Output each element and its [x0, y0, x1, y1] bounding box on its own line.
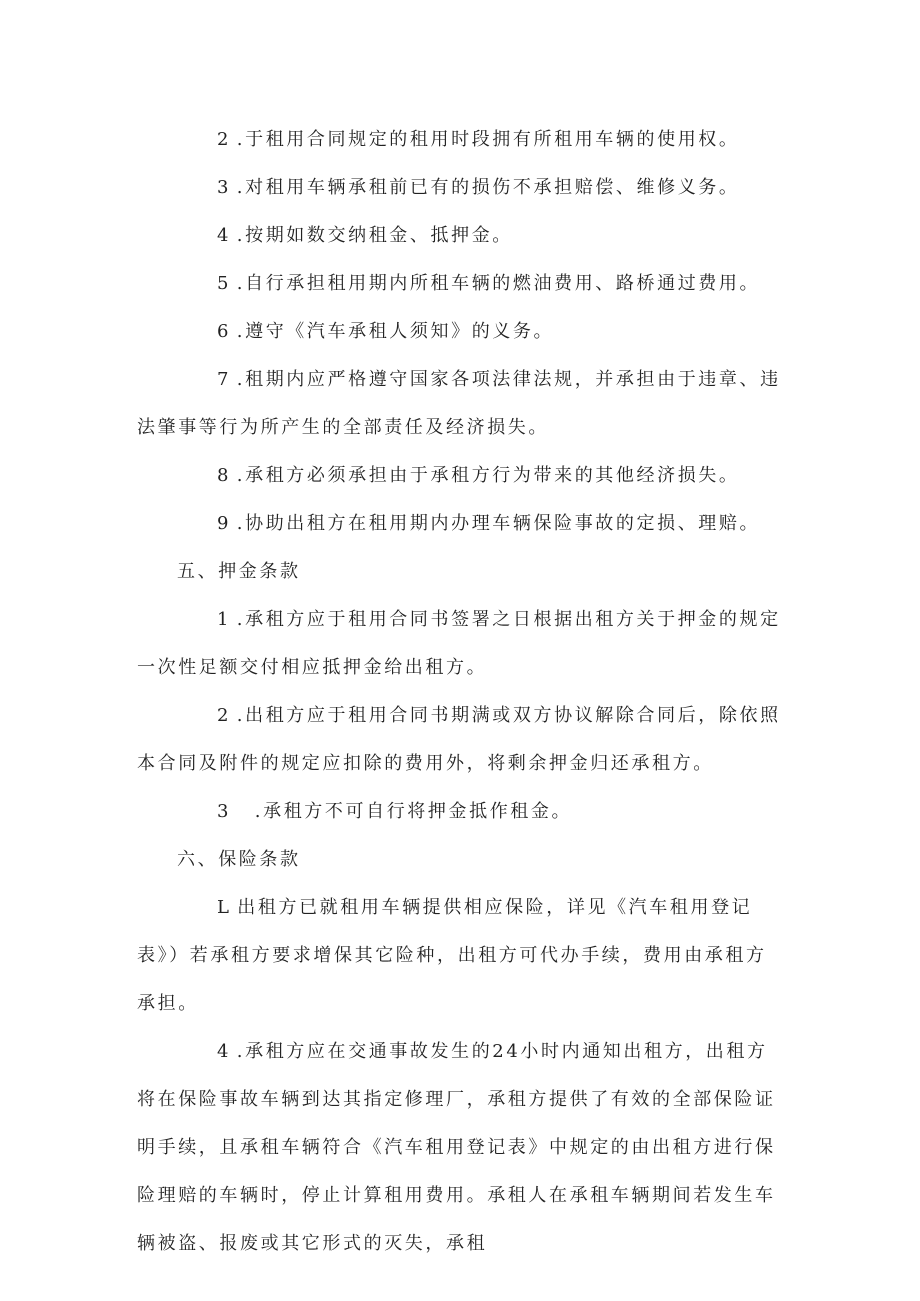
- clause-lessee-4: [137, 212, 787, 260]
- clause-number: 5: [217, 273, 229, 294]
- clause-text: 出租方已就租用车辆提供相应保险，详见《汽车租用登记表》）若承租方要求增保其它险种，出租方可代办手续，费用由承租方承担。: [137, 897, 767, 1014]
- clause-deposit-2: [137, 692, 787, 788]
- clause-number: 2: [217, 129, 229, 150]
- document-page: [137, 116, 787, 1268]
- clause-number: 1: [217, 609, 229, 630]
- clause-lessee-5: [137, 260, 787, 308]
- clause-number: 3: [217, 801, 229, 822]
- section-heading-deposit: 五、押金条款: [177, 561, 301, 582]
- clause-number: 9: [217, 513, 229, 534]
- clause-deposit-1: [137, 596, 787, 692]
- clause-text: .出租方应于租用合同书期满或双方协议解除合同后，除依照本合同及附件的规定应扣除的费用外，将剩余押金归还承租方。: [137, 705, 781, 774]
- clause-text: .租期内应严格遵守国家各项法律法规，并承担由于违章、违法肇事等行为所产生的全部责任及经济损失。: [137, 369, 781, 438]
- clause-lessee-2: [137, 116, 787, 164]
- clause-text: .遵守《汽车承租人须知》的义务。: [236, 321, 555, 342]
- clause-text: .对租用车辆承租前已有的损伤不承担赔偿、维修义务。: [236, 177, 740, 198]
- clause-text: .承租方必须承担由于承租方行为带来的其他经济损失。: [236, 465, 740, 486]
- clause-number: 3: [217, 177, 229, 198]
- clause-lessee-6: [137, 308, 787, 356]
- clause-number: L: [217, 897, 229, 918]
- clause-text: .协助出租方在租用期内办理车辆保险事故的定损、理赔。: [236, 513, 761, 534]
- clause-insurance-1: [137, 884, 787, 1028]
- clause-text: .承租方不可自行将押金抵作租金。: [254, 801, 573, 822]
- clause-text: .承租方应于租用合同书签署之日根据出租方关于押金的规定一次性足额交付相应抵押金给出租方。: [137, 609, 781, 678]
- clause-number: 2: [217, 705, 229, 726]
- clause-number: 4: [217, 1041, 229, 1062]
- clause-number: 7: [217, 369, 229, 390]
- clause-deposit-3: [137, 788, 787, 836]
- clause-text: .承租方应在交通事故发生的24小时内通知出租方，出租方将在保险事故车辆到达其指定修理厂，承租方提供了有效的全部保险证明手续，且承租车辆符合《汽车租用登记表》中规定的由出租方进行保险理赔的车辆时，停止计算租用费用。承租人在承租车辆期间若发生车辆被盗、报废或其它形式的灭失，承租: [137, 1041, 776, 1254]
- clause-text: .于租用合同规定的租用时段拥有所租用车辆的使用权。: [236, 129, 740, 150]
- clause-number: 8: [217, 465, 229, 486]
- clause-lessee-8: [137, 452, 787, 500]
- clause-lessee-7: [137, 356, 787, 452]
- clause-number: 4: [217, 225, 229, 246]
- clause-text: .按期如数交纳租金、抵押金。: [236, 225, 513, 246]
- clause-lessee-9: [137, 500, 787, 548]
- clause-number: 6: [217, 321, 229, 342]
- clause-text: .自行承担租用期内所租车辆的燃油费用、路桥通过费用。: [236, 273, 761, 294]
- section-heading-insurance: 六、保险条款: [177, 849, 301, 870]
- clause-insurance-4: [137, 1028, 787, 1268]
- clause-lessee-3: [137, 164, 787, 212]
